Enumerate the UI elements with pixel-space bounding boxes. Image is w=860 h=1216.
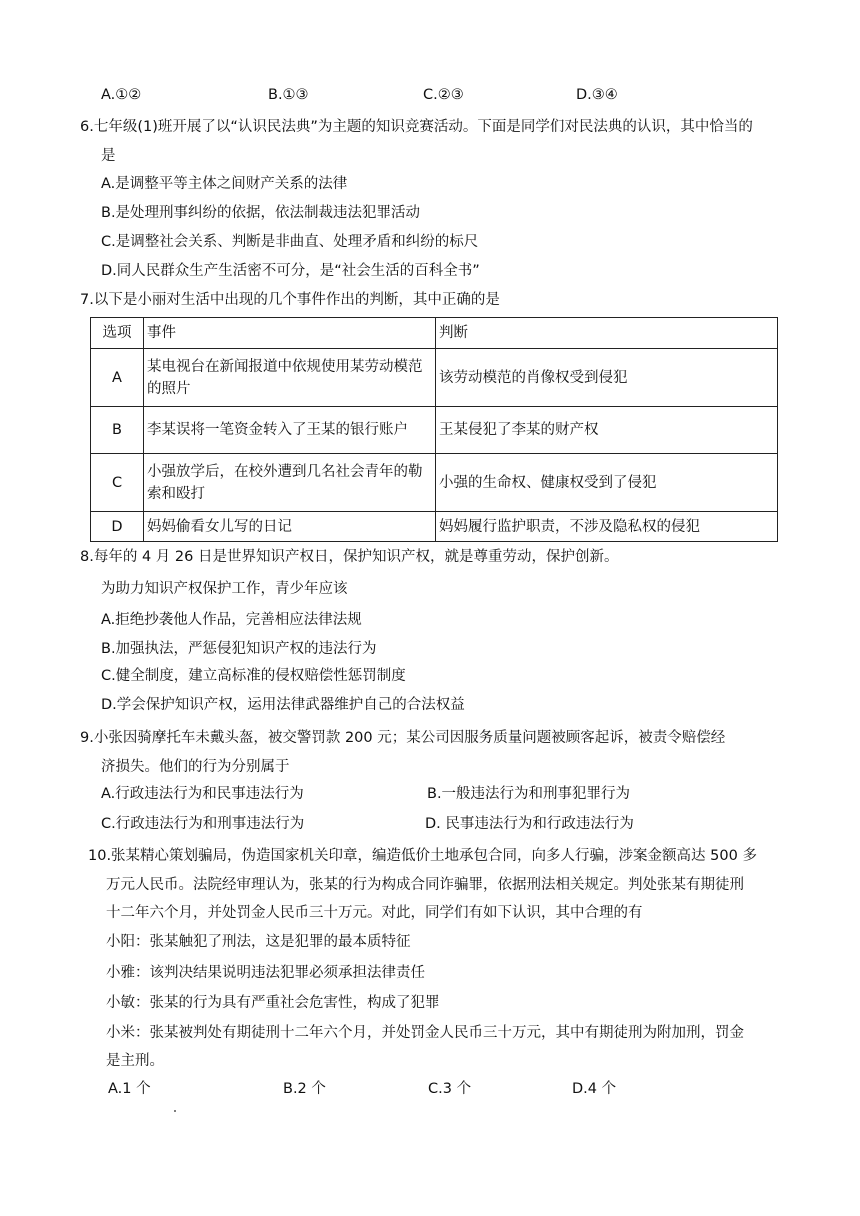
q9-stem: 9.小张因骑摩托车未戴头盔，被交警罚款 200 元；某公司因服务质量问题被顾客起诉，被责令赔偿经: [80, 730, 726, 746]
header-option: 选项: [91, 318, 144, 349]
stray-dot: [174, 1110, 176, 1112]
q5-option-b: B.①③: [268, 87, 309, 103]
q10-option-a: A.1 个: [108, 1081, 151, 1097]
table-header-row: [91, 318, 778, 349]
q8-option-a: A.拒绝抄袭他人作品，完善相应法律法规: [101, 612, 362, 628]
row-option: D: [91, 512, 144, 542]
q9-option-a: A.行政违法行为和民事违法行为: [101, 786, 304, 802]
q10-view-xiaoyang: 小阳：张某触犯了刑法，这是犯罪的最本质特征: [106, 934, 411, 950]
q6-option-a: A.是调整平等主体之间财产关系的法律: [101, 176, 348, 192]
q10-view-xiaomi: 小米：张某被判处有期徒刑十二年六个月，并处罚金人民币三十万元，其中有期徒刑为附加刑，罚金: [106, 1025, 744, 1041]
q10-option-d: D.4 个: [572, 1081, 617, 1097]
q5-option-d: D.③④: [576, 87, 618, 103]
q9-option-d: D. 民事违法行为和行政违法行为: [425, 816, 634, 832]
q6-stem-cont: 是: [101, 148, 116, 164]
row-event: 某电视台在新闻报道中依规使用某劳动模范的照片: [144, 349, 436, 407]
q7-table: [90, 317, 778, 542]
row-judgment: 妈妈履行监护职责，不涉及隐私权的侵犯: [436, 512, 778, 542]
row-judgment: 该劳动模范的肖像权受到侵犯: [436, 349, 778, 407]
table-row: [91, 349, 778, 407]
q6-option-c: C.是调整社会关系、判断是非曲直、处理矛盾和纠纷的标尺: [101, 234, 479, 250]
table-row: [91, 512, 778, 542]
q9-option-c: C.行政违法行为和刑事违法行为: [101, 816, 305, 832]
table-row: [91, 454, 778, 512]
table-row: [91, 407, 778, 454]
q8-option-b: B.加强执法，严惩侵犯知识产权的违法行为: [101, 641, 377, 657]
q8-option-d: D.学会保护知识产权，运用法律武器维护自己的合法权益: [101, 697, 465, 713]
q6-option-b: B.是处理刑事纠纷的依据，依法制裁违法犯罪活动: [101, 205, 421, 221]
q10-view-xiaomin: 小敏：张某的行为具有严重社会危害性，构成了犯罪: [106, 995, 440, 1011]
q10-option-c: C.3 个: [428, 1081, 472, 1097]
q8-stem-cont: 为助力知识产权保护工作，青少年应该: [101, 581, 348, 597]
q10-view-xiaomi-cont: 是主刑。: [106, 1053, 164, 1069]
q8-option-c: C.健全制度，建立高标准的侵权赔偿性惩罚制度: [101, 668, 406, 684]
q5-option-c: C.②③: [423, 87, 464, 103]
q10-option-b: B.2 个: [283, 1081, 326, 1097]
q5-option-a: A.①②: [101, 87, 142, 103]
q9-option-b: B.一般违法行为和刑事犯罪行为: [427, 786, 631, 802]
q10-stem: 10.张某精心策划骗局，伪造国家机关印章，编造低价土地承包合同，向多人行骗，涉案金额高达 500 多: [88, 848, 757, 864]
row-option: B: [91, 407, 144, 454]
header-event: 事件: [144, 318, 436, 349]
row-event: 李某误将一笔资金转入了王某的银行账户: [144, 407, 436, 454]
q6-option-d: D.同人民群众生产生活密不可分，是“社会生活的百科全书”: [101, 263, 480, 279]
q6-stem: 6.七年级(1)班开展了以“认识民法典”为主题的知识竞赛活动。下面是同学们对民法典的认识，其中恰当的: [80, 119, 753, 135]
q8-stem: 8.每年的 4 月 26 日是世界知识产权日，保护知识产权，就是尊重劳动，保护创新。: [80, 549, 619, 565]
q10-stem-cont-2: 十二年六个月，并处罚金人民币三十万元。对此，同学们有如下认识，其中合理的有: [106, 905, 643, 921]
q10-view-xiaoya: 小雅：该判决结果说明违法犯罪必须承担法律责任: [106, 965, 425, 981]
row-judgment: 王某侵犯了李某的财产权: [436, 407, 778, 454]
row-judgment: 小强的生命权、健康权受到了侵犯: [436, 454, 778, 512]
row-option: A: [91, 349, 144, 407]
row-event: 小强放学后，在校外遭到几名社会青年的勒索和殴打: [144, 454, 436, 512]
header-judgment: 判断: [436, 318, 778, 349]
q7-stem: 7.以下是小丽对生活中出现的几个事件作出的判断，其中正确的是: [80, 292, 500, 308]
q9-stem-cont: 济损失。他们的行为分别属于: [101, 759, 290, 775]
row-option: C: [91, 454, 144, 512]
row-event: 妈妈偷看女儿写的日记: [144, 512, 436, 542]
q10-stem-cont-1: 万元人民币。法院经审理认为，张某的行为构成合同诈骗罪，依据刑法相关规定。判处张某有期徒刑: [106, 877, 744, 893]
